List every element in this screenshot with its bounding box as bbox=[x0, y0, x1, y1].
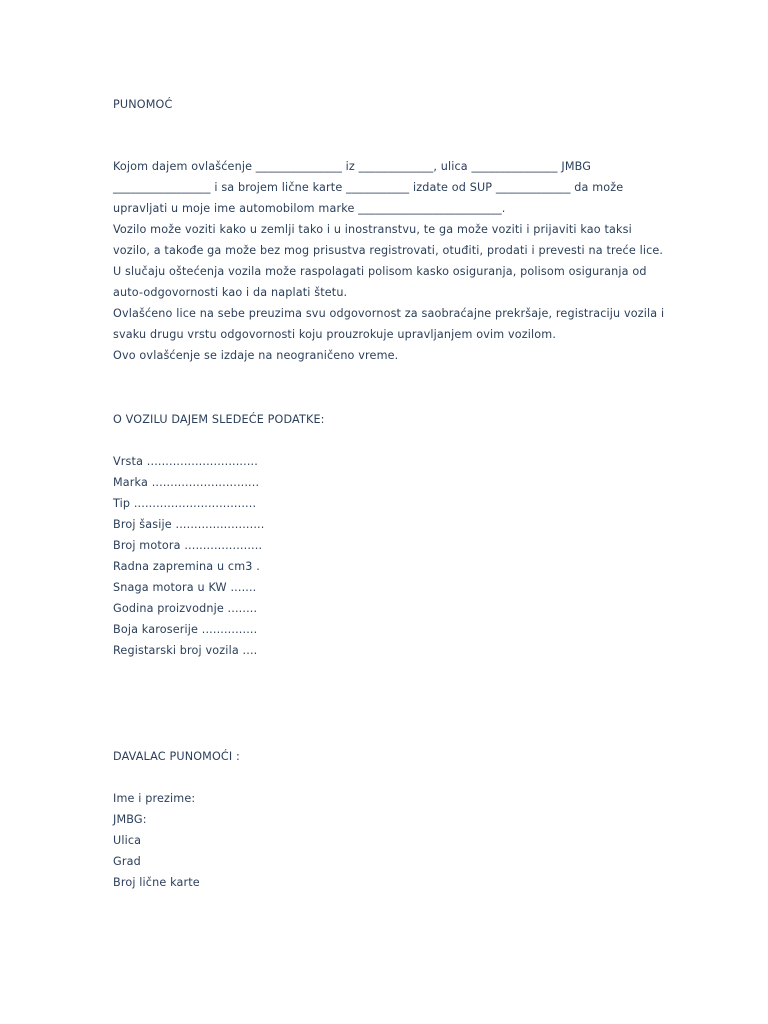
paragraph-line: upravljati u moje ime automobilom marke _________________________. bbox=[113, 202, 506, 215]
vehicle-field: Boja karoserije ............... bbox=[113, 623, 258, 636]
vehicle-field: Tip ................................. bbox=[113, 497, 257, 510]
grantor-field: Ulica bbox=[113, 834, 142, 847]
vehicle-field: Snaga motora u KW ....... bbox=[113, 581, 257, 594]
grantor-field: Broj lične karte bbox=[113, 876, 200, 889]
paragraph-line: vozilo, a takođe ga može bez mog prisustva registrovati, otuđiti, prodati i prevesti na treće lice. bbox=[113, 244, 664, 257]
paragraph-line: _________________ i sa brojem lične karte ___________ izdate od SUP _____________ da može bbox=[113, 181, 624, 194]
paragraph-line: Ovlašćeno lice na sebe preuzima svu odgovornost za saobraćajne prekršaje, registraciju vozila i bbox=[113, 307, 665, 320]
grantor-field: JMBG: bbox=[113, 813, 147, 826]
vehicle-field: Broj motora ..................... bbox=[113, 539, 263, 552]
grantor-field: Grad bbox=[113, 855, 141, 868]
vehicle-field: Godina proizvodnje ........ bbox=[113, 602, 258, 615]
vehicle-section-heading: O VOZILU DAJEM SLEDEĆE PODATKE: bbox=[113, 413, 325, 426]
paragraph-line: Ovo ovlašćenje se izdaje na neograničeno vreme. bbox=[113, 349, 399, 362]
document-title: PUNOMOĆ bbox=[113, 98, 173, 111]
vehicle-field: Vrsta .............................. bbox=[113, 455, 258, 468]
vehicle-field: Marka ............................. bbox=[113, 476, 260, 489]
paragraph-line: svaku drugu vrstu odgovornosti koju prouzrokuje upravljanjem ovim vozilom. bbox=[113, 328, 557, 341]
vehicle-field: Radna zapremina u cm3 . bbox=[113, 560, 260, 573]
paragraph-line: auto-odgovornosti kao i da naplati štetu. bbox=[113, 286, 348, 299]
grantor-field: Ime i prezime: bbox=[113, 792, 196, 805]
vehicle-field: Broj šasije ........................ bbox=[113, 518, 265, 531]
vehicle-field: Registarski broj vozila .... bbox=[113, 644, 258, 657]
paragraph-line: Kojom dajem ovlašćenje _______________ iz _____________, ulica _______________ JMBG bbox=[113, 160, 592, 173]
paragraph-line: U slučaju oštećenja vozila može raspolagati polisom kasko osiguranja, polisom osiguranja od bbox=[113, 265, 647, 278]
paragraph-line: Vozilo može voziti kako u zemlji tako i u inostranstvu, te ga može voziti i prijaviti kao taksi bbox=[113, 223, 632, 236]
grantor-section-heading: DAVALAC PUNOMOĆI : bbox=[113, 750, 240, 763]
